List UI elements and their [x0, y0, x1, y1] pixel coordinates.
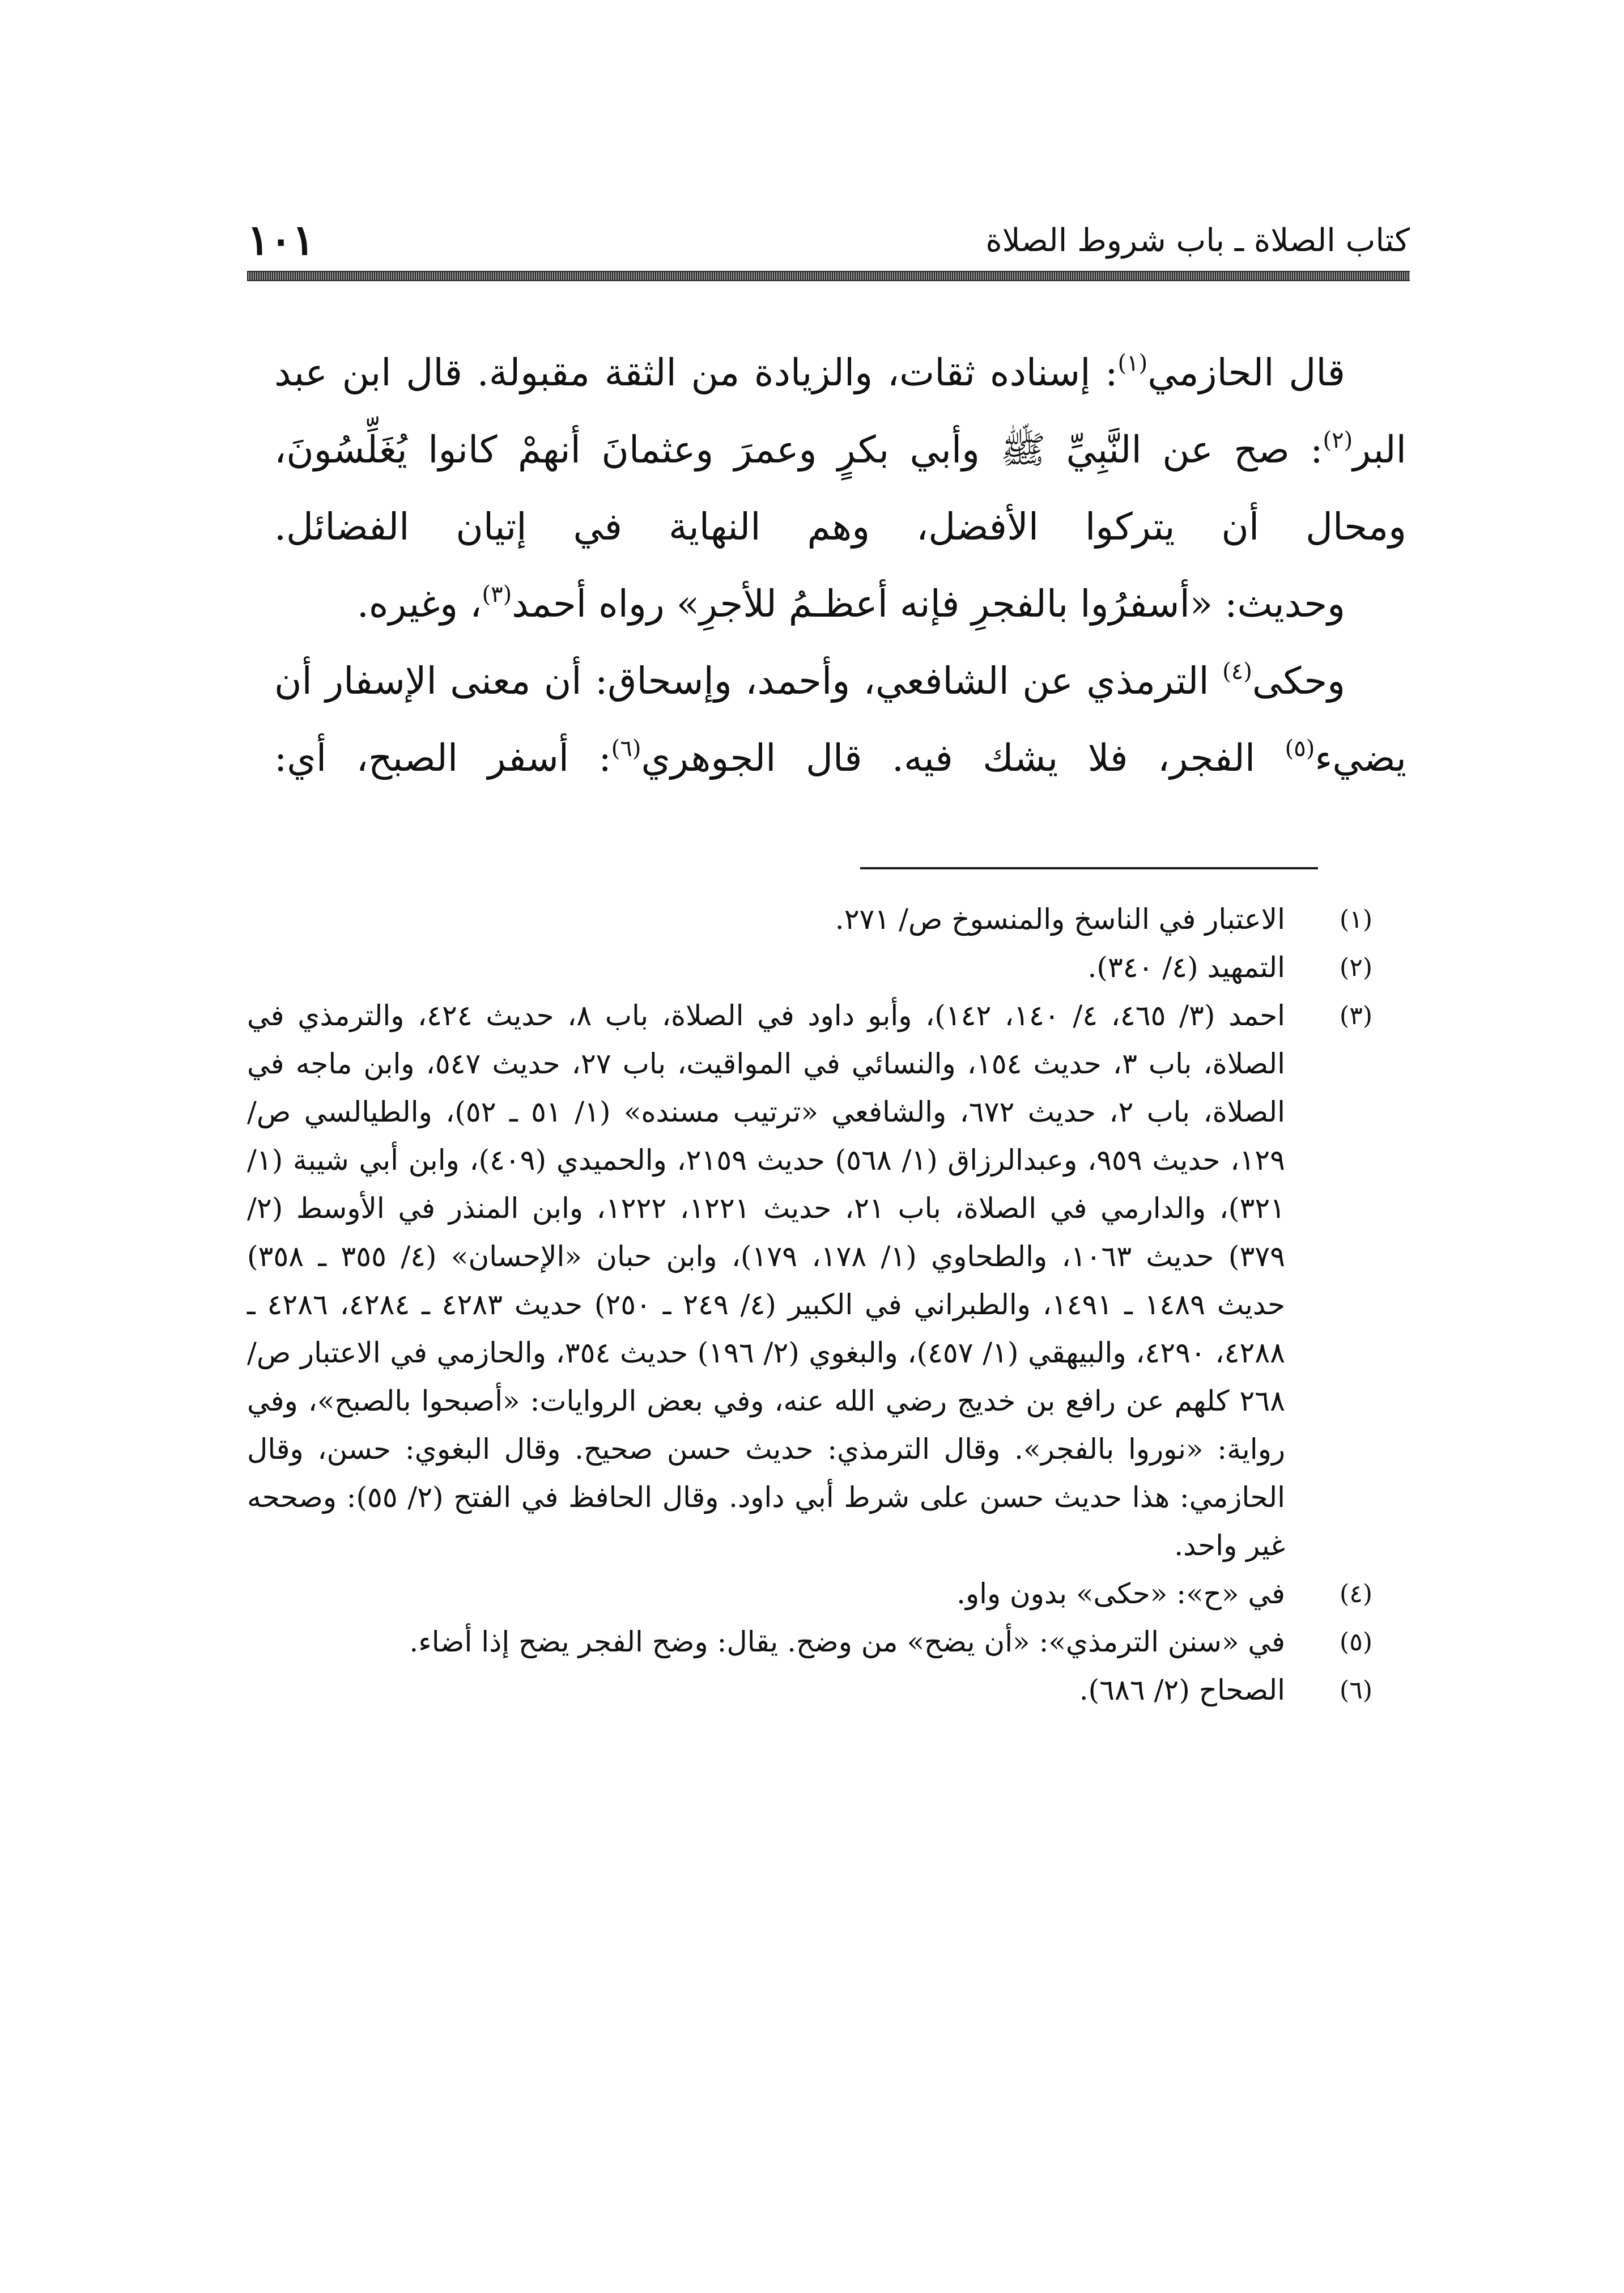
- footnote-item: [247, 944, 1386, 992]
- footnote-number: (٥): [1340, 1628, 1372, 1657]
- footnote-text: الصحاح (٢/ ٦٨٦).: [1079, 1674, 1285, 1706]
- page-number: ١٠١: [247, 216, 315, 265]
- footnote-text: احمد (٣/ ٤٦٥، ٤/ ١٤٠، ١٤٢)، وأبو داود في الصلاة، باب ٨، حديث ٤٢٤، والترمذي في الصلاة، باب ٣، حديث ١٥٤، والنسائي في المواقيت، باب ٢٧، حديث ٥٤٧، وابن ماجه في الصلاة، باب ٢، حديث ٦٧٢، والشافعي «ترتيب مسنده» (١/ ٥١ ـ ٥٢)، والطيالسي ص/ ١٢٩، حديث ٩٥٩، وعبدالرزاق (١/ ٥٦٨) حديث ٢١٥٩، والحميدي (٤٠٩)، وابن أبي شيبة (١/ ٣٢١)، والدارمي في الصلاة، باب ٢١، حديث ١٢٢١، ١٢٢٢، وابن المنذر في الأوسط (٢/ ٣٧٩) حديث ١٠٦٣، والطحاوي (١/ ١٧٨، ١٧٩)، وابن حبان «الإحسان» (٤/ ٣٥٥ ـ ٣٥٨) حديث ١٤٨٩ ـ ١٤٩١، والطبراني في الكبير (٤/ ٢٤٩ ـ ٢٥٠) حديث ٤٢٨٣ ـ ٤٢٨٤، ٤٢٨٦ ـ ٤٢٨٨، ٤٢٩٠، والبيهقي (١/ ٤٥٧)، والبغوي (٢/ ١٩٦) حديث ٣٥٤، والحازمي في الاعتبار ص/ ٢٦٨ كلهم عن رافع بن خديج رضي الله عنه، وفي بعض الروايات: «أصبحوا بالصبح»، وفي رواية: «نوروا بالفجر». وقال الترمذي: حديث حسن صحيح. وقال البغوي: حسن، وقال الحازمي: هذا حديث حسن على شرط أبي داود. وقال الحافظ في الفتح (٢/ ٥٥): وصححه غير واحد.: [247, 999, 1286, 1562]
- paragraph-2: [274, 566, 1406, 643]
- text-segment: : أسفر الصبح، أي:: [274, 736, 611, 780]
- footnote-number: (٣): [1340, 1001, 1372, 1030]
- chapter-title: كتاب الصلاة ـ باب شروط الصلاة: [985, 222, 1410, 259]
- text-segment: قال الحازمي: [1147, 351, 1345, 394]
- footnote-ref: (٤): [1222, 659, 1252, 685]
- footnote-number: (١): [1340, 905, 1372, 934]
- running-header: [247, 211, 1410, 273]
- footnote-ref: (١): [1117, 350, 1148, 376]
- text-segment: وحكى: [1252, 659, 1345, 703]
- text-segment: ، وغيره.: [356, 582, 482, 626]
- text-segment: الفجر، فلا يشك فيه. قال الجوهري: [641, 736, 1285, 780]
- footnote-number: (٢): [1340, 953, 1372, 982]
- footnote-item: [247, 1570, 1386, 1618]
- footnote-ref: (٢): [1323, 427, 1353, 453]
- footnote-ref: (٦): [611, 736, 641, 762]
- footnote-ref: (٣): [482, 581, 512, 608]
- footnote-separator: [860, 867, 1318, 869]
- footnote-item: [247, 1618, 1386, 1666]
- footnote-ref: (٥): [1285, 736, 1315, 762]
- footnote-text: في «سنن الترمذي»: «أن يضح» من وضح. يقال: وضح الفجر يضح إذا أضاء.: [409, 1625, 1285, 1658]
- footnote-text: التمهيد (٤/ ٣٤٠).: [1087, 951, 1285, 984]
- paragraph-3: [274, 643, 1406, 797]
- footnote-item: [247, 895, 1386, 944]
- footnote-item: [247, 1666, 1386, 1714]
- footnotes: [247, 895, 1386, 1714]
- text-segment: الترمذي عن الشافعي، وأحمد، وإسحاق: أن معنى الإسفار أن يضيء: [274, 659, 1406, 780]
- footnote-item: [247, 992, 1386, 1570]
- text-segment: : صح عن النَّبِيِّ ﷺ وأبي بكرٍ وعمرَ وعثمانَ أنهمْ كانوا يُغَلِّسُونَ، ومحال أن يتركوا الأفضل، وهم النهاية في إتيان الفضائل.: [274, 428, 1406, 549]
- footnote-number: (٦): [1340, 1676, 1372, 1705]
- footnote-text: في «ح»: «حكى» بدون واو.: [956, 1577, 1285, 1610]
- header-divider: [247, 271, 1410, 281]
- text-segment: : إسناده ثقات، والزيادة من الثقة مقبولة. قال ابن عبد البر: [274, 351, 1406, 472]
- footnote-number: (٤): [1340, 1579, 1372, 1608]
- paragraph-1: [274, 334, 1406, 566]
- main-text: [274, 334, 1406, 797]
- footnote-text: الاعتبار في الناسخ والمنسوخ ص/ ٢٧١.: [835, 903, 1285, 936]
- text-segment: وحديث: «أسفرُوا بالفجرِ فإنه أعظـمُ للأجرِ» رواه أحمد: [512, 582, 1345, 626]
